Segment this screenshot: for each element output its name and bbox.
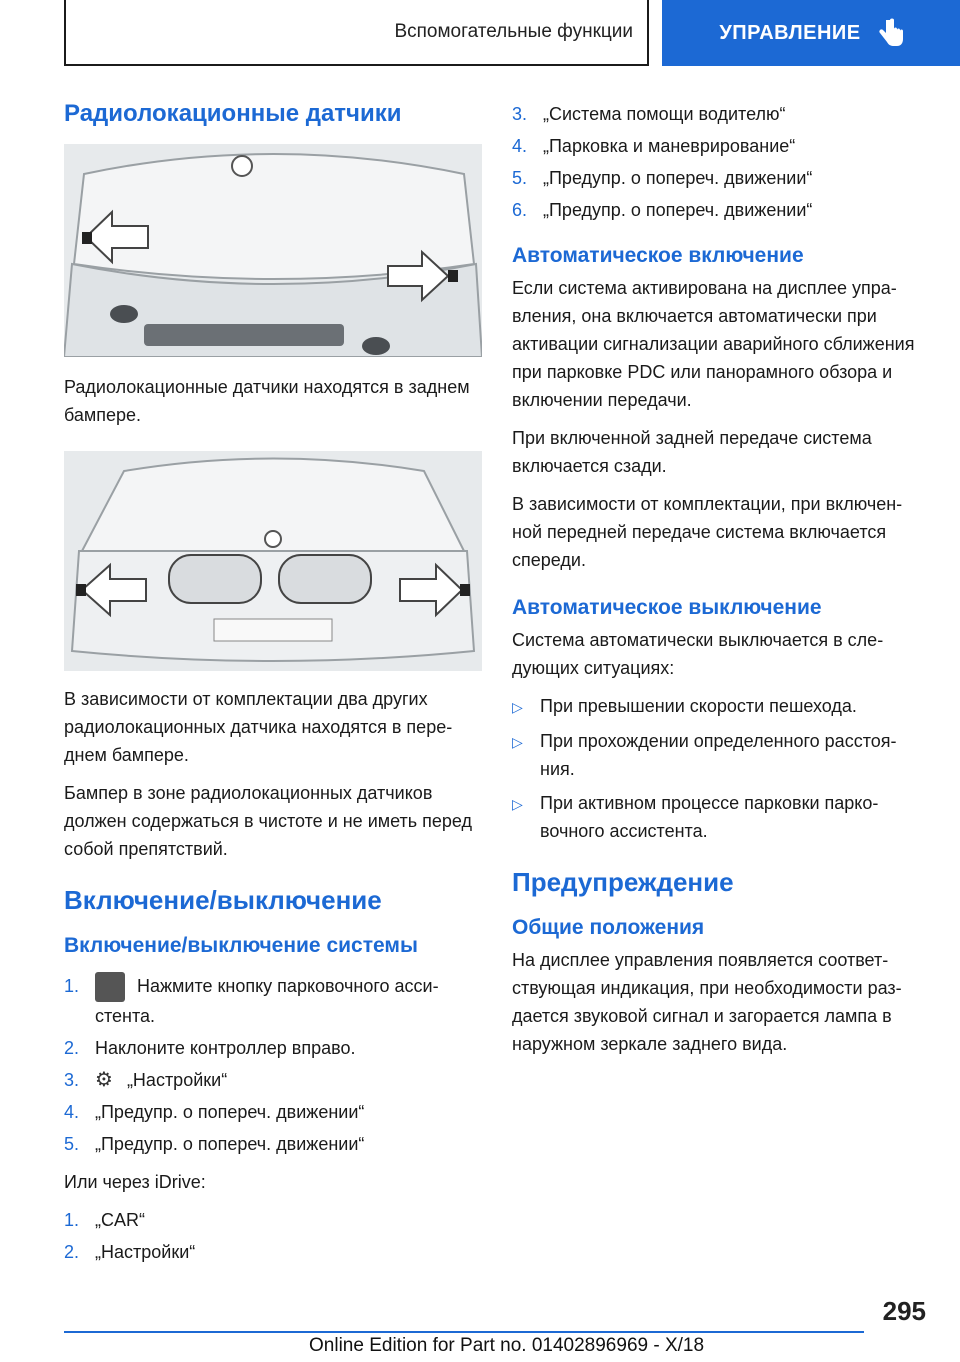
heading-warning: Предупреждение	[512, 867, 734, 897]
front-bumper-caption: В зависимости от комплектации два других радиолокационных датчика находятся в переднем бампере.	[64, 689, 453, 765]
steps-continued-list	[512, 100, 924, 224]
list-item: 1. Нажмите кнопку парковочного ассистента.	[64, 972, 484, 1030]
heading-radar-sensors: Радиолокационные датчики	[64, 100, 402, 127]
front-bumper-image	[64, 451, 482, 671]
list-item: 6. „Предупр. о попереч. движении“	[512, 200, 813, 220]
rear-bumper-caption: Радиолокационные датчики находятся в заднем бампере.	[64, 377, 470, 425]
list-item: 4. „Предупр. о попереч. движении“	[64, 1102, 365, 1123]
footer-edition: Online Edition for Part no. 01402896969 - X/18	[309, 1335, 705, 1356]
triangle-bullet-icon: ▷	[512, 796, 523, 812]
header-chapter-label: УПРАВЛЕНИЕ	[719, 21, 861, 44]
list-item: 4. „Парковка и маневрирование“	[512, 136, 796, 156]
heading-auto-on: Автоматическое включение	[512, 244, 804, 267]
left-column	[64, 100, 484, 1276]
list-item: 2. Наклоните контроллер вправо.	[64, 1038, 356, 1059]
footer-divider	[64, 1331, 864, 1333]
list-item: 3. „Система помощи водителю“	[512, 104, 786, 124]
right-column	[512, 100, 924, 1068]
list-item: ▷ При прохождении определенного расстояния.	[512, 727, 924, 783]
page-number: 295	[882, 1296, 926, 1326]
heading-auto-off: Автоматическое выключение	[512, 596, 822, 619]
system-steps-list	[64, 972, 484, 1158]
heading-system-on-off: Включение/выключение системы	[64, 934, 418, 957]
auto-on-paragraph-2: При включенной задней передаче система включается сзади.	[512, 428, 872, 476]
heading-on-off: Включение/выключение	[64, 885, 382, 915]
list-item: ▷ При активном процессе парковки парковочного ассистента.	[512, 789, 924, 845]
bumper-clean-paragraph: Бампер в зоне радиолокационных датчиков должен содержаться в чистоте и не иметь перед собой препятствий.	[64, 783, 473, 859]
list-item: 5. „Предупр. о попереч. движении“	[64, 1134, 365, 1155]
auto-on-paragraph-1: Если система активирована на дисплее управления, она включается автоматически при активации сигнализации аварийного сближения при парковке PDC или панорамного обзора и включении передачи.	[512, 278, 915, 410]
auto-off-intro: Система автоматически выключается в следующих ситуациях:	[512, 630, 884, 678]
triangle-bullet-icon: ▷	[512, 734, 523, 750]
idrive-intro: Или через iDrive:	[64, 1172, 206, 1193]
heading-general: Общие положения	[512, 916, 705, 939]
header-section-title	[64, 0, 649, 66]
auto-on-paragraph-3: В зависимости от комплектации, при включенной передней передаче система включается спереди.	[512, 494, 903, 570]
list-item: 1. „CAR“	[64, 1210, 145, 1231]
list-item: 5. „Предупр. о попереч. движении“	[512, 168, 813, 188]
idrive-steps-list	[64, 1206, 484, 1266]
triangle-bullet-icon: ▷	[512, 699, 523, 715]
list-item: 3. ⚙ „Настройки“	[64, 1066, 484, 1094]
rear-bumper-image	[64, 144, 482, 357]
parking-assist-button-icon	[95, 972, 125, 1002]
list-item: ▷ При превышении скорости пешехода.	[512, 692, 924, 721]
header-chapter-tab[interactable]	[662, 0, 960, 66]
auto-off-list	[512, 692, 924, 845]
general-paragraph: На дисплее управления появляется соответствующая индикация, при необходимости раздается звуковой сигнал и загорается лампа в наружном зеркале заднего вида.	[512, 950, 902, 1054]
header-section-label: Вспомогательные функции	[394, 21, 633, 42]
list-item: 2. „Настройки“	[64, 1242, 196, 1263]
hand-pointer-icon	[877, 18, 903, 48]
settings-gear-icon: ⚙	[95, 1069, 113, 1092]
